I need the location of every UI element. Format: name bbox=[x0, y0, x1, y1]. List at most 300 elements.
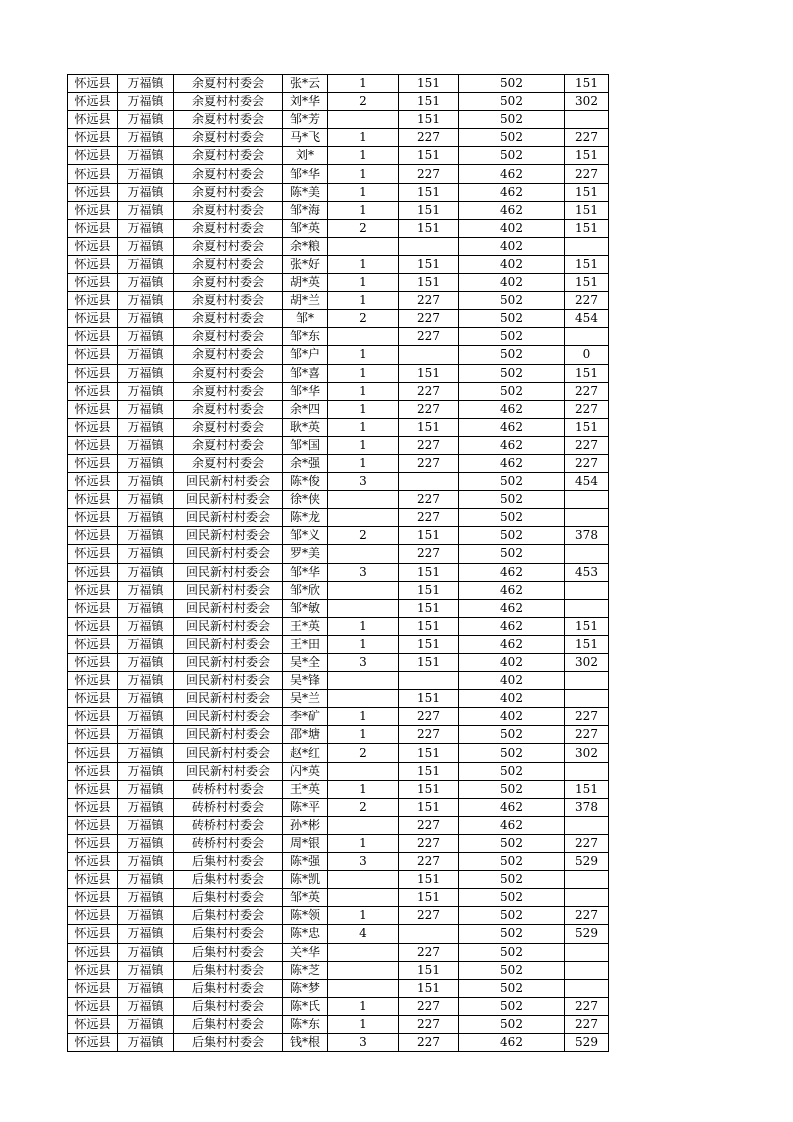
town-cell: 万福镇 bbox=[118, 473, 174, 491]
county-cell: 怀远县 bbox=[68, 292, 118, 310]
total-cell: 227 bbox=[565, 165, 609, 183]
village-committee-cell: 余夏村村委会 bbox=[174, 165, 283, 183]
name-cell: 刘*华 bbox=[283, 93, 328, 111]
name-cell: 赵*红 bbox=[283, 744, 328, 762]
amount-cell: 151 bbox=[399, 111, 459, 129]
village-committee-cell: 回民新村村委会 bbox=[174, 581, 283, 599]
code-cell: 402 bbox=[459, 255, 565, 273]
name-cell: 马*飞 bbox=[283, 129, 328, 147]
town-cell: 万福镇 bbox=[118, 509, 174, 527]
amount-cell: 227 bbox=[399, 292, 459, 310]
town-cell: 万福镇 bbox=[118, 346, 174, 364]
code-cell: 402 bbox=[459, 237, 565, 255]
name-cell: 陈*东 bbox=[283, 1015, 328, 1033]
count-cell bbox=[328, 491, 399, 509]
village-committee-cell: 余夏村村委会 bbox=[174, 75, 283, 93]
county-cell: 怀远县 bbox=[68, 907, 118, 925]
code-cell: 462 bbox=[459, 201, 565, 219]
table-row bbox=[68, 726, 609, 744]
total-cell: 151 bbox=[565, 780, 609, 798]
town-cell: 万福镇 bbox=[118, 527, 174, 545]
amount-cell bbox=[399, 925, 459, 943]
total-cell: 151 bbox=[565, 183, 609, 201]
town-cell: 万福镇 bbox=[118, 93, 174, 111]
code-cell: 502 bbox=[459, 1015, 565, 1033]
code-cell: 402 bbox=[459, 708, 565, 726]
table-row bbox=[68, 780, 609, 798]
county-cell: 怀远县 bbox=[68, 111, 118, 129]
amount-cell: 227 bbox=[399, 726, 459, 744]
county-cell: 怀远县 bbox=[68, 418, 118, 436]
total-cell: 151 bbox=[565, 219, 609, 237]
code-cell: 502 bbox=[459, 780, 565, 798]
code-cell: 502 bbox=[459, 509, 565, 527]
county-cell: 怀远县 bbox=[68, 346, 118, 364]
county-cell: 怀远县 bbox=[68, 436, 118, 454]
amount-cell: 151 bbox=[399, 183, 459, 201]
code-cell: 462 bbox=[459, 1033, 565, 1051]
count-cell: 1 bbox=[328, 635, 399, 653]
village-committee-cell: 回民新村村委会 bbox=[174, 509, 283, 527]
total-cell: 151 bbox=[565, 274, 609, 292]
county-cell: 怀远县 bbox=[68, 708, 118, 726]
table-row bbox=[68, 111, 609, 129]
code-cell: 502 bbox=[459, 744, 565, 762]
town-cell: 万福镇 bbox=[118, 762, 174, 780]
town-cell: 万福镇 bbox=[118, 219, 174, 237]
village-committee-cell: 回民新村村委会 bbox=[174, 617, 283, 635]
town-cell: 万福镇 bbox=[118, 997, 174, 1015]
code-cell: 462 bbox=[459, 816, 565, 834]
county-cell: 怀远县 bbox=[68, 147, 118, 165]
town-cell: 万福镇 bbox=[118, 925, 174, 943]
village-committee-cell: 后集村村委会 bbox=[174, 1015, 283, 1033]
table-row bbox=[68, 75, 609, 93]
total-cell: 302 bbox=[565, 654, 609, 672]
table-row bbox=[68, 834, 609, 852]
county-cell: 怀远县 bbox=[68, 328, 118, 346]
total-cell bbox=[565, 943, 609, 961]
amount-cell: 151 bbox=[399, 690, 459, 708]
total-cell: 227 bbox=[565, 907, 609, 925]
count-cell bbox=[328, 672, 399, 690]
name-cell: 徐*侠 bbox=[283, 491, 328, 509]
count-cell: 2 bbox=[328, 527, 399, 545]
table-row bbox=[68, 382, 609, 400]
code-cell: 502 bbox=[459, 111, 565, 129]
amount-cell: 227 bbox=[399, 310, 459, 328]
village-committee-cell: 余夏村村委会 bbox=[174, 292, 283, 310]
name-cell: 余*粮 bbox=[283, 237, 328, 255]
total-cell bbox=[565, 509, 609, 527]
table-row bbox=[68, 93, 609, 111]
county-cell: 怀远县 bbox=[68, 509, 118, 527]
code-cell: 462 bbox=[459, 454, 565, 472]
county-cell: 怀远县 bbox=[68, 925, 118, 943]
name-cell: 邹*芳 bbox=[283, 111, 328, 129]
name-cell: 陈*平 bbox=[283, 798, 328, 816]
code-cell: 462 bbox=[459, 183, 565, 201]
village-committee-cell: 回民新村村委会 bbox=[174, 762, 283, 780]
name-cell: 陈*龙 bbox=[283, 509, 328, 527]
total-cell: 378 bbox=[565, 527, 609, 545]
amount-cell: 227 bbox=[399, 400, 459, 418]
count-cell: 1 bbox=[328, 708, 399, 726]
county-cell: 怀远县 bbox=[68, 780, 118, 798]
village-committee-cell: 后集村村委会 bbox=[174, 997, 283, 1015]
county-cell: 怀远县 bbox=[68, 961, 118, 979]
total-cell: 227 bbox=[565, 834, 609, 852]
county-cell: 怀远县 bbox=[68, 237, 118, 255]
town-cell: 万福镇 bbox=[118, 310, 174, 328]
amount-cell: 151 bbox=[399, 93, 459, 111]
total-cell: 529 bbox=[565, 853, 609, 871]
count-cell: 1 bbox=[328, 1015, 399, 1033]
total-cell: 151 bbox=[565, 418, 609, 436]
name-cell: 邹*义 bbox=[283, 527, 328, 545]
village-committee-cell: 后集村村委会 bbox=[174, 1033, 283, 1051]
table-row bbox=[68, 491, 609, 509]
county-cell: 怀远县 bbox=[68, 454, 118, 472]
town-cell: 万福镇 bbox=[118, 617, 174, 635]
amount-cell: 151 bbox=[399, 563, 459, 581]
count-cell: 1 bbox=[328, 834, 399, 852]
table-row bbox=[68, 871, 609, 889]
name-cell: 耿*英 bbox=[283, 418, 328, 436]
count-cell: 1 bbox=[328, 165, 399, 183]
county-cell: 怀远县 bbox=[68, 979, 118, 997]
county-cell: 怀远县 bbox=[68, 798, 118, 816]
village-committee-cell: 回民新村村委会 bbox=[174, 708, 283, 726]
name-cell: 陈*梦 bbox=[283, 979, 328, 997]
village-committee-cell: 回民新村村委会 bbox=[174, 654, 283, 672]
count-cell bbox=[328, 581, 399, 599]
amount-cell: 227 bbox=[399, 816, 459, 834]
village-committee-cell: 余夏村村委会 bbox=[174, 255, 283, 273]
total-cell: 227 bbox=[565, 726, 609, 744]
total-cell: 151 bbox=[565, 364, 609, 382]
total-cell: 151 bbox=[565, 617, 609, 635]
table-row bbox=[68, 310, 609, 328]
name-cell: 陈*美 bbox=[283, 183, 328, 201]
village-committee-cell: 余夏村村委会 bbox=[174, 129, 283, 147]
code-cell: 502 bbox=[459, 889, 565, 907]
county-cell: 怀远县 bbox=[68, 816, 118, 834]
amount-cell: 151 bbox=[399, 219, 459, 237]
name-cell: 陈*芝 bbox=[283, 961, 328, 979]
county-cell: 怀远县 bbox=[68, 744, 118, 762]
total-cell bbox=[565, 672, 609, 690]
town-cell: 万福镇 bbox=[118, 672, 174, 690]
table-row bbox=[68, 925, 609, 943]
table-row bbox=[68, 690, 609, 708]
village-committee-cell: 余夏村村委会 bbox=[174, 346, 283, 364]
town-cell: 万福镇 bbox=[118, 943, 174, 961]
table-row bbox=[68, 454, 609, 472]
village-committee-cell: 回民新村村委会 bbox=[174, 672, 283, 690]
total-cell: 454 bbox=[565, 473, 609, 491]
village-committee-cell: 后集村村委会 bbox=[174, 907, 283, 925]
county-cell: 怀远县 bbox=[68, 672, 118, 690]
town-cell: 万福镇 bbox=[118, 183, 174, 201]
county-cell: 怀远县 bbox=[68, 581, 118, 599]
name-cell: 孙*彬 bbox=[283, 816, 328, 834]
table-row bbox=[68, 328, 609, 346]
village-committee-cell: 余夏村村委会 bbox=[174, 274, 283, 292]
amount-cell: 151 bbox=[399, 654, 459, 672]
town-cell: 万福镇 bbox=[118, 907, 174, 925]
count-cell bbox=[328, 111, 399, 129]
name-cell: 余*四 bbox=[283, 400, 328, 418]
county-cell: 怀远县 bbox=[68, 75, 118, 93]
count-cell: 1 bbox=[328, 997, 399, 1015]
name-cell: 陈*领 bbox=[283, 907, 328, 925]
town-cell: 万福镇 bbox=[118, 1015, 174, 1033]
total-cell: 151 bbox=[565, 635, 609, 653]
table-row bbox=[68, 798, 609, 816]
town-cell: 万福镇 bbox=[118, 744, 174, 762]
amount-cell: 227 bbox=[399, 907, 459, 925]
amount-cell bbox=[399, 237, 459, 255]
total-cell bbox=[565, 491, 609, 509]
town-cell: 万福镇 bbox=[118, 853, 174, 871]
town-cell: 万福镇 bbox=[118, 871, 174, 889]
code-cell: 502 bbox=[459, 961, 565, 979]
county-cell: 怀远县 bbox=[68, 310, 118, 328]
town-cell: 万福镇 bbox=[118, 129, 174, 147]
amount-cell: 227 bbox=[399, 328, 459, 346]
village-committee-cell: 余夏村村委会 bbox=[174, 418, 283, 436]
table-row bbox=[68, 147, 609, 165]
amount-cell: 151 bbox=[399, 635, 459, 653]
county-cell: 怀远县 bbox=[68, 889, 118, 907]
data-table bbox=[67, 74, 609, 1052]
table-row bbox=[68, 129, 609, 147]
town-cell: 万福镇 bbox=[118, 147, 174, 165]
name-cell: 张*云 bbox=[283, 75, 328, 93]
code-cell: 502 bbox=[459, 834, 565, 852]
table-row bbox=[68, 219, 609, 237]
code-cell: 502 bbox=[459, 943, 565, 961]
count-cell bbox=[328, 762, 399, 780]
name-cell: 邹*华 bbox=[283, 165, 328, 183]
total-cell bbox=[565, 328, 609, 346]
name-cell: 胡*英 bbox=[283, 274, 328, 292]
count-cell: 2 bbox=[328, 93, 399, 111]
county-cell: 怀远县 bbox=[68, 762, 118, 780]
code-cell: 502 bbox=[459, 726, 565, 744]
count-cell: 3 bbox=[328, 654, 399, 672]
amount-cell: 151 bbox=[399, 274, 459, 292]
amount-cell bbox=[399, 473, 459, 491]
name-cell: 邹*英 bbox=[283, 889, 328, 907]
table-row bbox=[68, 816, 609, 834]
name-cell: 胡*兰 bbox=[283, 292, 328, 310]
count-cell: 1 bbox=[328, 147, 399, 165]
count-cell: 1 bbox=[328, 201, 399, 219]
code-cell: 462 bbox=[459, 581, 565, 599]
name-cell: 刘* bbox=[283, 147, 328, 165]
town-cell: 万福镇 bbox=[118, 599, 174, 617]
town-cell: 万福镇 bbox=[118, 780, 174, 798]
code-cell: 502 bbox=[459, 907, 565, 925]
amount-cell: 151 bbox=[399, 961, 459, 979]
village-committee-cell: 回民新村村委会 bbox=[174, 545, 283, 563]
village-committee-cell: 砖桥村村委会 bbox=[174, 780, 283, 798]
town-cell: 万福镇 bbox=[118, 255, 174, 273]
code-cell: 502 bbox=[459, 527, 565, 545]
code-cell: 502 bbox=[459, 853, 565, 871]
name-cell: 王*田 bbox=[283, 635, 328, 653]
amount-cell: 151 bbox=[399, 798, 459, 816]
table-row bbox=[68, 654, 609, 672]
name-cell: 邹*华 bbox=[283, 382, 328, 400]
county-cell: 怀远县 bbox=[68, 690, 118, 708]
county-cell: 怀远县 bbox=[68, 563, 118, 581]
village-committee-cell: 回民新村村委会 bbox=[174, 491, 283, 509]
amount-cell: 151 bbox=[399, 744, 459, 762]
name-cell: 陈*凯 bbox=[283, 871, 328, 889]
name-cell: 陈*氏 bbox=[283, 997, 328, 1015]
table-row bbox=[68, 961, 609, 979]
table-row bbox=[68, 400, 609, 418]
amount-cell: 151 bbox=[399, 364, 459, 382]
town-cell: 万福镇 bbox=[118, 635, 174, 653]
town-cell: 万福镇 bbox=[118, 328, 174, 346]
table-row bbox=[68, 599, 609, 617]
amount-cell: 227 bbox=[399, 454, 459, 472]
code-cell: 462 bbox=[459, 165, 565, 183]
table-row bbox=[68, 563, 609, 581]
amount-cell: 227 bbox=[399, 509, 459, 527]
name-cell: 余*强 bbox=[283, 454, 328, 472]
total-cell bbox=[565, 961, 609, 979]
amount-cell: 227 bbox=[399, 834, 459, 852]
count-cell: 3 bbox=[328, 563, 399, 581]
total-cell: 227 bbox=[565, 708, 609, 726]
code-cell: 502 bbox=[459, 997, 565, 1015]
amount-cell bbox=[399, 672, 459, 690]
table-row bbox=[68, 617, 609, 635]
village-committee-cell: 余夏村村委会 bbox=[174, 111, 283, 129]
total-cell bbox=[565, 979, 609, 997]
county-cell: 怀远县 bbox=[68, 635, 118, 653]
village-committee-cell: 余夏村村委会 bbox=[174, 93, 283, 111]
code-cell: 402 bbox=[459, 274, 565, 292]
town-cell: 万福镇 bbox=[118, 292, 174, 310]
town-cell: 万福镇 bbox=[118, 274, 174, 292]
table-row bbox=[68, 635, 609, 653]
code-cell: 502 bbox=[459, 310, 565, 328]
county-cell: 怀远县 bbox=[68, 1015, 118, 1033]
town-cell: 万福镇 bbox=[118, 834, 174, 852]
code-cell: 462 bbox=[459, 599, 565, 617]
total-cell: 151 bbox=[565, 201, 609, 219]
name-cell: 邹*喜 bbox=[283, 364, 328, 382]
count-cell: 1 bbox=[328, 780, 399, 798]
code-cell: 502 bbox=[459, 75, 565, 93]
count-cell: 3 bbox=[328, 1033, 399, 1051]
code-cell: 402 bbox=[459, 654, 565, 672]
count-cell: 1 bbox=[328, 617, 399, 635]
code-cell: 402 bbox=[459, 219, 565, 237]
count-cell: 1 bbox=[328, 255, 399, 273]
county-cell: 怀远县 bbox=[68, 491, 118, 509]
count-cell: 1 bbox=[328, 907, 399, 925]
count-cell bbox=[328, 599, 399, 617]
name-cell: 张*好 bbox=[283, 255, 328, 273]
code-cell: 502 bbox=[459, 129, 565, 147]
table-row bbox=[68, 346, 609, 364]
total-cell: 151 bbox=[565, 255, 609, 273]
town-cell: 万福镇 bbox=[118, 165, 174, 183]
amount-cell: 151 bbox=[399, 201, 459, 219]
code-cell: 502 bbox=[459, 491, 565, 509]
amount-cell: 151 bbox=[399, 418, 459, 436]
code-cell: 502 bbox=[459, 364, 565, 382]
town-cell: 万福镇 bbox=[118, 491, 174, 509]
count-cell bbox=[328, 237, 399, 255]
town-cell: 万福镇 bbox=[118, 400, 174, 418]
code-cell: 462 bbox=[459, 563, 565, 581]
count-cell: 1 bbox=[328, 346, 399, 364]
town-cell: 万福镇 bbox=[118, 75, 174, 93]
table-row bbox=[68, 364, 609, 382]
county-cell: 怀远县 bbox=[68, 382, 118, 400]
county-cell: 怀远县 bbox=[68, 871, 118, 889]
amount-cell: 227 bbox=[399, 129, 459, 147]
amount-cell: 227 bbox=[399, 708, 459, 726]
name-cell: 邹*海 bbox=[283, 201, 328, 219]
village-committee-cell: 余夏村村委会 bbox=[174, 219, 283, 237]
count-cell: 1 bbox=[328, 129, 399, 147]
table-row bbox=[68, 744, 609, 762]
count-cell: 1 bbox=[328, 726, 399, 744]
code-cell: 462 bbox=[459, 400, 565, 418]
code-cell: 502 bbox=[459, 762, 565, 780]
amount-cell: 227 bbox=[399, 545, 459, 563]
village-committee-cell: 余夏村村委会 bbox=[174, 183, 283, 201]
village-committee-cell: 后集村村委会 bbox=[174, 853, 283, 871]
amount-cell bbox=[399, 346, 459, 364]
count-cell bbox=[328, 979, 399, 997]
code-cell: 502 bbox=[459, 545, 565, 563]
count-cell bbox=[328, 943, 399, 961]
code-cell: 502 bbox=[459, 925, 565, 943]
table-row bbox=[68, 1015, 609, 1033]
town-cell: 万福镇 bbox=[118, 111, 174, 129]
county-cell: 怀远县 bbox=[68, 473, 118, 491]
total-cell: 453 bbox=[565, 563, 609, 581]
name-cell: 罗*美 bbox=[283, 545, 328, 563]
amount-cell: 151 bbox=[399, 762, 459, 780]
name-cell: 关*华 bbox=[283, 943, 328, 961]
table-row bbox=[68, 1033, 609, 1051]
table-row bbox=[68, 274, 609, 292]
name-cell: 邹*英 bbox=[283, 219, 328, 237]
town-cell: 万福镇 bbox=[118, 563, 174, 581]
county-cell: 怀远县 bbox=[68, 853, 118, 871]
village-committee-cell: 余夏村村委会 bbox=[174, 310, 283, 328]
town-cell: 万福镇 bbox=[118, 690, 174, 708]
count-cell: 1 bbox=[328, 418, 399, 436]
count-cell: 1 bbox=[328, 454, 399, 472]
name-cell: 邹*欣 bbox=[283, 581, 328, 599]
name-cell: 周*银 bbox=[283, 834, 328, 852]
village-committee-cell: 回民新村村委会 bbox=[174, 690, 283, 708]
village-committee-cell: 回民新村村委会 bbox=[174, 726, 283, 744]
count-cell bbox=[328, 871, 399, 889]
